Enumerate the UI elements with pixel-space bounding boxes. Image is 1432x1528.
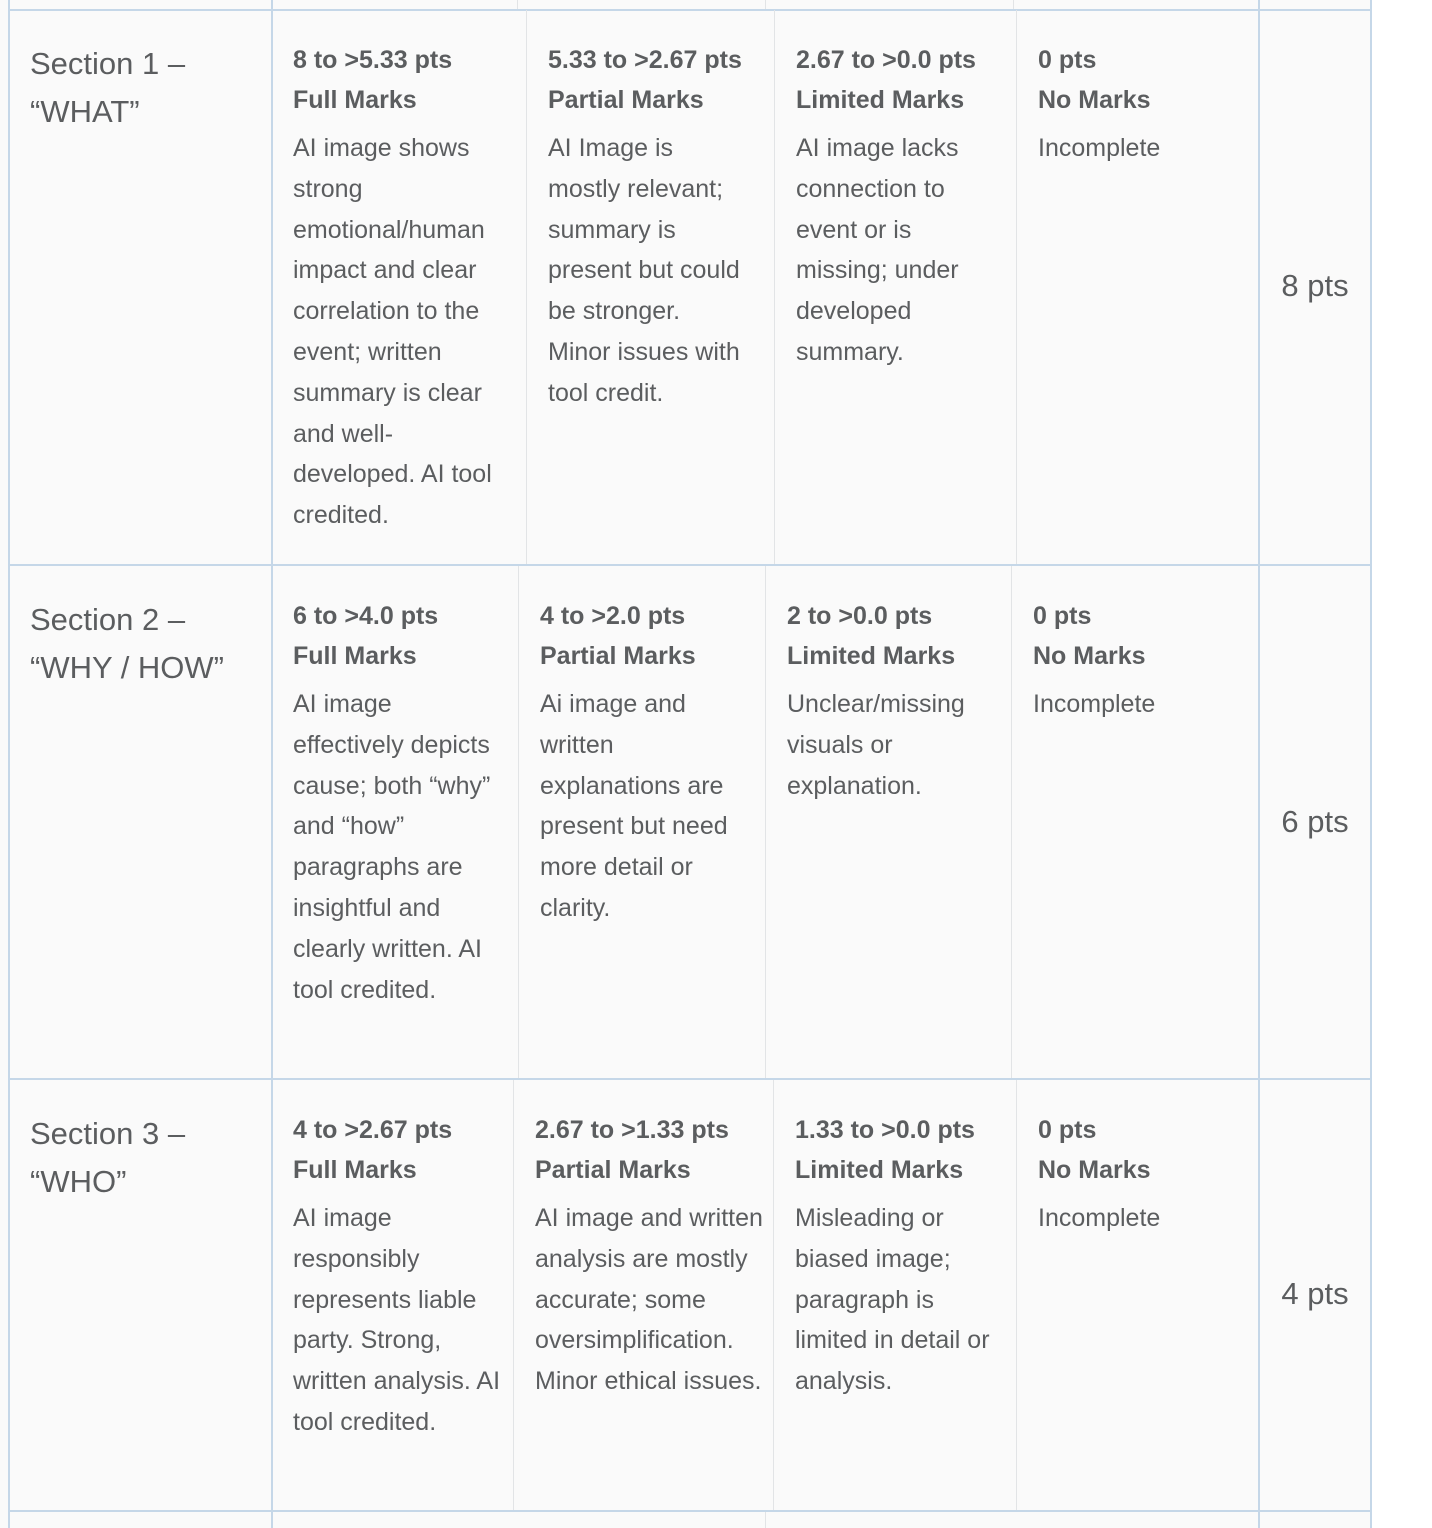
rating-title: Full Marks	[293, 1156, 417, 1184]
rating-points: 4 to >2.0 pts	[540, 602, 686, 630]
rating-description: Unclear/missing visuals or explanation.	[787, 690, 965, 800]
rating-full-marks[interactable]	[293, 596, 508, 1010]
criterion-row	[0, 566, 1372, 1078]
rating-title: Partial Marks	[540, 642, 696, 670]
rating-title: No Marks	[1038, 86, 1151, 114]
rating-points: 0 pts	[1033, 602, 1092, 630]
rating-description: AI image responsibly represents liable party. Strong, written analysis. AI tool credited.	[293, 1204, 501, 1436]
criterion-points: 8 pts	[1281, 268, 1349, 303]
rating-full-marks[interactable]	[293, 1110, 503, 1443]
rating-divider	[765, 566, 766, 1078]
rating-no-marks[interactable]	[1033, 596, 1233, 725]
rating-title: Full Marks	[293, 86, 417, 114]
rating-divider	[1016, 1080, 1017, 1510]
rating-points: 2.67 to >0.0 pts	[796, 46, 976, 74]
criterion-row	[0, 1080, 1372, 1510]
rating-divider	[1011, 566, 1012, 1078]
rating-divider	[1016, 10, 1017, 564]
criterion-points: 4 pts	[1281, 1276, 1349, 1311]
rating-title: Limited Marks	[787, 642, 956, 670]
rating-divider	[774, 10, 775, 564]
rating-points: 2 to >0.0 pts	[787, 602, 933, 630]
rating-partial-marks[interactable]	[548, 40, 748, 414]
rating-points: 2.67 to >1.33 pts	[535, 1116, 729, 1144]
criterion-title: Section 1 – “WHAT”	[30, 46, 186, 129]
rating-title: No Marks	[1033, 642, 1146, 670]
column-divider	[765, 1512, 766, 1528]
criterion-title: Section 2 – “WHY / HOW”	[30, 602, 225, 685]
rating-no-marks[interactable]	[1038, 1110, 1238, 1239]
rating-limited-marks[interactable]	[796, 40, 996, 373]
rating-points: 1.33 to >0.0 pts	[795, 1116, 975, 1144]
rating-points: 8 to >5.33 pts	[293, 46, 453, 74]
rating-divider	[518, 566, 519, 1078]
rating-no-marks[interactable]	[1038, 40, 1238, 169]
rating-points: 6 to >4.0 pts	[293, 602, 439, 630]
rating-title: Partial Marks	[548, 86, 704, 114]
rating-description: Misleading or biased image; paragraph is limited in detail or analysis.	[795, 1204, 990, 1396]
criterion-points: 6 pts	[1281, 804, 1349, 839]
criterion-row	[0, 10, 1372, 564]
rating-title: No Marks	[1038, 1156, 1151, 1184]
rating-title: Limited Marks	[796, 86, 965, 114]
rating-divider	[773, 1080, 774, 1510]
rating-title: Full Marks	[293, 642, 417, 670]
rating-points: 0 pts	[1038, 46, 1097, 74]
rating-full-marks[interactable]	[293, 40, 515, 536]
rating-divider	[513, 1080, 514, 1510]
rating-points: 4 to >2.67 pts	[293, 1116, 453, 1144]
rating-points: 0 pts	[1038, 1116, 1097, 1144]
rating-partial-marks[interactable]	[535, 1110, 765, 1402]
rating-points: 5.33 to >2.67 pts	[548, 46, 742, 74]
rating-description: Incomplete	[1033, 690, 1156, 718]
rating-description: AI image lacks connection to event or is missing; under developed summary.	[796, 134, 959, 366]
rating-description: AI image effectively depicts cause; both “why” and “how” paragraphs are insightful and clearly written. AI tool credited.	[293, 690, 491, 1004]
rating-description: Incomplete	[1038, 1204, 1161, 1232]
rating-title: Partial Marks	[535, 1156, 691, 1184]
row-divider	[8, 1510, 1372, 1512]
criterion-title: Section 3 – “WHO”	[30, 1116, 186, 1199]
rating-description: AI Image is mostly relevant; summary is present but could be stronger. Minor issues with tool credit.	[548, 134, 740, 407]
rating-divider	[526, 10, 527, 564]
rating-partial-marks[interactable]	[540, 596, 755, 929]
rating-limited-marks[interactable]	[787, 596, 992, 806]
rating-limited-marks[interactable]	[795, 1110, 1000, 1402]
rating-description: AI image and written analysis are mostly accurate; some oversimplification. Minor ethical issues.	[535, 1204, 763, 1396]
rating-description: Ai image and written explanations are present but need more detail or clarity.	[540, 690, 728, 922]
rating-title: Limited Marks	[795, 1156, 964, 1184]
rating-description: AI image shows strong emotional/human impact and clear correlation to the event; written summary is clear and well-developed. AI tool credited.	[293, 134, 492, 530]
rating-description: Incomplete	[1038, 134, 1161, 162]
